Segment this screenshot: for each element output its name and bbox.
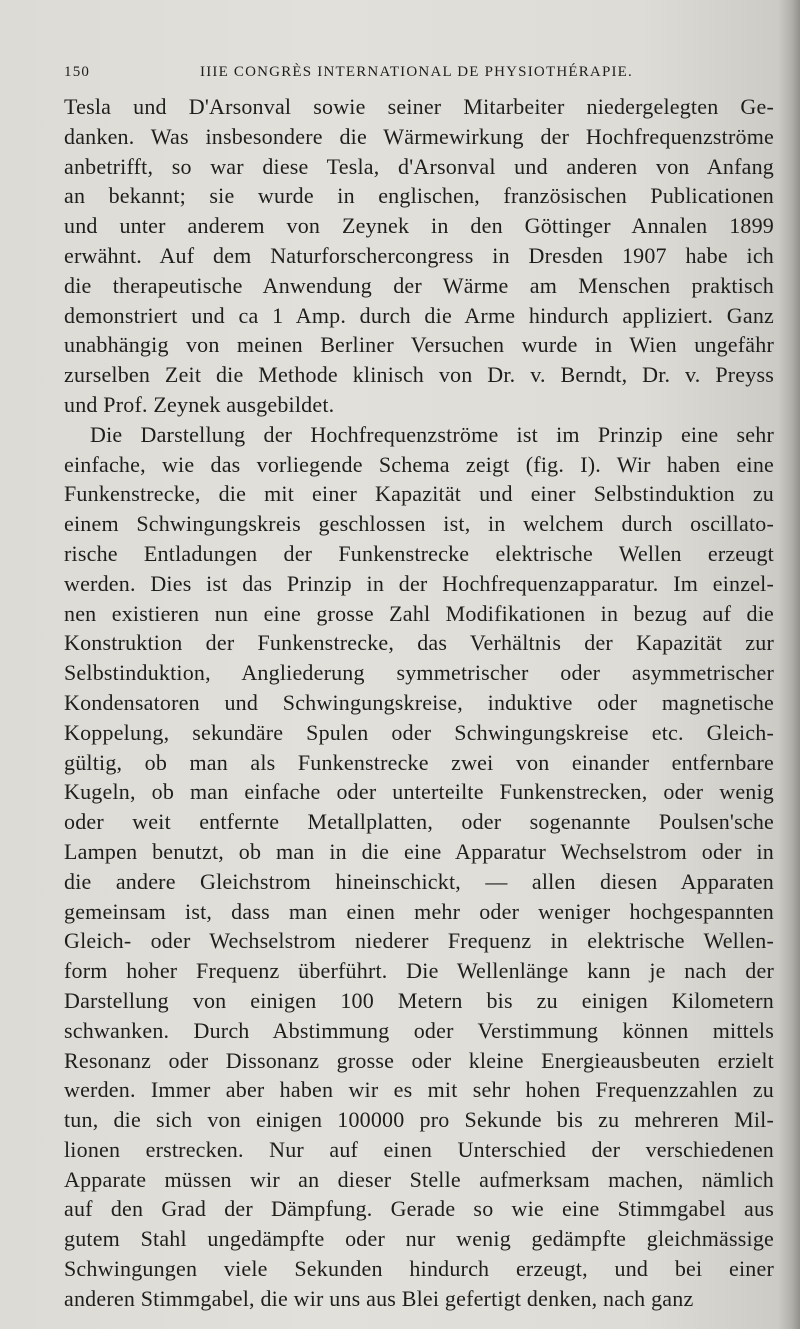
running-head-title: IIIE CONGRÈS INTERNATIONAL DE PHYSIOTHÉRAPIE. bbox=[200, 64, 633, 80]
text-line: Die Darstellung der Hochfrequenzströme ist im Prinzip eine sehr bbox=[90, 421, 774, 447]
text-line: tun, die sich von einigen 100000 pro Sekunde bis zu mehreren Mil- bbox=[64, 1107, 774, 1133]
text-line: form hoher Frequenz überführt. Die Wellenlänge kann je nach der bbox=[64, 958, 774, 984]
text-line: werden. Dies ist das Prinzip in der Hochfrequenzapparatur. Im einzel- bbox=[64, 570, 774, 596]
running-head bbox=[64, 62, 774, 92]
text-line: an bekannt; sie wurde in englischen, französischen Publicationen bbox=[64, 183, 774, 209]
text-line: anderen Stimmgabel, die wir uns aus Blei gefertigt denken, nach ganz bbox=[64, 1285, 694, 1311]
text-line: oder weit entfernte Metallplatten, oder sogenannte Poulsen'sche bbox=[64, 809, 774, 835]
text-line: anbetrifft, so war diese Tesla, d'Arsonval und anderen von Anfang bbox=[64, 153, 774, 179]
text-line: Apparate müssen wir an dieser Stelle aufmerksam machen, nämlich bbox=[64, 1166, 774, 1192]
text-line: und Prof. Zeynek ausgebildet. bbox=[64, 391, 335, 417]
text-line: werden. Immer aber haben wir es mit sehr hohen Frequenzzahlen zu bbox=[64, 1077, 774, 1103]
text-line: demonstriert und ca 1 Amp. durch die Arme hindurch appliziert. Ganz bbox=[64, 302, 774, 328]
text-line: Funkenstrecke, die mit einer Kapazität und einer Selbstinduktion zu bbox=[64, 481, 774, 507]
text-line: und unter anderem von Zeynek in den Göttinger Annalen 1899 bbox=[64, 213, 774, 239]
page-number: 150 bbox=[64, 64, 91, 80]
paragraph-2 bbox=[64, 420, 774, 1314]
text-line: gemeinsam ist, dass man einen mehr oder weniger hochgespannten bbox=[64, 898, 774, 924]
text-line: Resonanz oder Dissonanz grosse oder kleine Energieausbeuten erzielt bbox=[64, 1047, 774, 1073]
text-line: Gleich- oder Wechselstrom niederer Frequenz in elektrische Wellen- bbox=[64, 928, 774, 954]
text-line: Darstellung von einigen 100 Metern bis zu einigen Kilometern bbox=[64, 987, 774, 1013]
body-text bbox=[64, 92, 774, 1314]
text-line: schwanken. Durch Abstimmung oder Verstimmung können mittels bbox=[64, 1017, 774, 1043]
text-line: Lampen benutzt, ob man in die eine Apparatur Wechselstrom oder in bbox=[64, 838, 774, 864]
text-line: Kondensatoren und Schwingungskreise, induktive oder magnetische bbox=[64, 689, 774, 715]
text-line: zurselben Zeit die Methode klinisch von Dr. v. Berndt, Dr. v. Preyss bbox=[64, 362, 774, 388]
text-line: Kugeln, ob man einfache oder unterteilte Funkenstrecken, oder wenig bbox=[64, 779, 774, 805]
text-line: Schwingungen viele Sekunden hindurch erzeugt, und bei einer bbox=[64, 1256, 774, 1282]
text-line: erwähnt. Auf dem Naturforschercongress in Dresden 1907 habe ich bbox=[64, 242, 774, 268]
text-line: rische Entladungen der Funkenstrecke elektrische Wellen erzeugt bbox=[64, 540, 774, 566]
page-edge-shadow bbox=[778, 0, 800, 1329]
text-line: einfache, wie das vorliegende Schema zeigt (fig. I). Wir haben eine bbox=[64, 451, 774, 477]
text-line: gültig, ob man als Funkenstrecke zwei von einander entfernbare bbox=[64, 749, 774, 775]
text-line: unabhängig von meinen Berliner Versuchen wurde in Wien ungefähr bbox=[64, 332, 774, 358]
text-line: Selbstinduktion, Angliederung symmetrischer oder asymmetrischer bbox=[64, 660, 774, 686]
paragraph-1 bbox=[64, 92, 774, 420]
text-line: danken. Was insbesondere die Wärmewirkung der Hochfrequenzströme bbox=[64, 123, 774, 149]
text-line: die andere Gleichstrom hineinschickt, — allen diesen Apparaten bbox=[64, 868, 774, 894]
text-line: Tesla und D'Arsonval sowie seiner Mitarbeiter niedergelegten Ge- bbox=[64, 94, 774, 119]
text-line: nen existieren nun eine grosse Zahl Modifikationen in bezug auf die bbox=[64, 600, 774, 626]
text-line: Konstruktion der Funkenstrecke, das Verhältnis der Kapazität zur bbox=[64, 630, 774, 656]
text-line: gutem Stahl ungedämpfte oder nur wenig gedämpfte gleichmässige bbox=[64, 1226, 774, 1252]
text-line: Koppelung, sekundäre Spulen oder Schwingungskreise etc. Gleich- bbox=[64, 719, 774, 745]
text-line: die therapeutische Anwendung der Wärme am Menschen praktisch bbox=[64, 272, 774, 298]
text-line: auf den Grad der Dämpfung. Gerade so wie eine Stimmgabel aus bbox=[64, 1196, 774, 1222]
text-line: lionen erstrecken. Nur auf einen Unterschied der verschiedenen bbox=[64, 1136, 774, 1162]
text-line: einem Schwingungskreis geschlossen ist, in welchem durch oscillato- bbox=[64, 511, 774, 537]
